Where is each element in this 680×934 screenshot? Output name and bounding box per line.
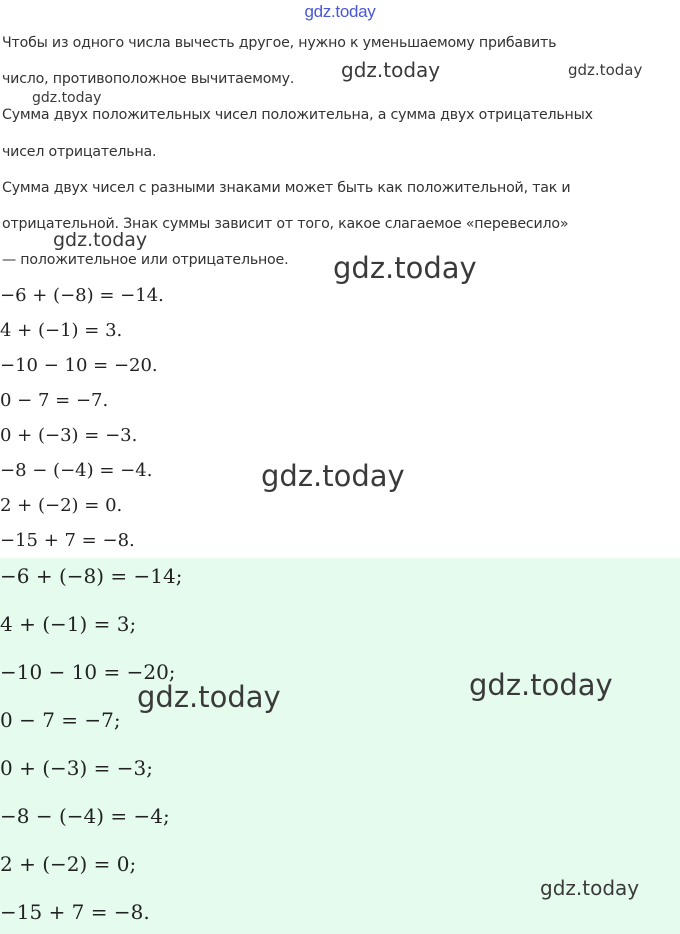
rule-line: число, противоположное вычитаемому. <box>2 71 295 87</box>
watermark: gdz.today <box>540 876 640 900</box>
rule-line: — положительное или отрицательное. <box>2 252 289 268</box>
watermark: gdz.today <box>333 251 477 285</box>
rule-line: Сумма двух чисел с разными знаками может быть как положительной, так и <box>2 180 571 196</box>
watermark: gdz.today <box>53 229 148 251</box>
rule-line: чисел отрицательна. <box>2 144 157 160</box>
rule-line: Чтобы из одного числа вычесть другое, нужно к уменьшаемому прибавить <box>2 35 557 51</box>
watermark: gdz.today <box>32 90 102 106</box>
answer-line: 4 + (−1) = 3; <box>0 612 137 636</box>
answer-line: 0 − 7 = −7; <box>0 708 121 732</box>
header-watermark: gdz.today <box>304 2 376 21</box>
expression-line: −15 + 7 = −8. <box>0 530 135 551</box>
answer-line: −8 − (−4) = −4; <box>0 804 170 828</box>
rule-line: отрицательной. Знак суммы зависит от того, какое слагаемое «перевесило» <box>2 216 569 232</box>
expression-line: 0 + (−3) = −3. <box>0 425 138 446</box>
watermark: gdz.today <box>137 680 281 714</box>
expression-line: 4 + (−1) = 3. <box>0 320 123 341</box>
expression-line: −6 + (−8) = −14. <box>0 285 164 306</box>
expression-line: −8 − (−4) = −4. <box>0 460 153 481</box>
watermark: gdz.today <box>469 668 613 702</box>
watermark: gdz.today <box>261 459 405 493</box>
answer-line: −6 + (−8) = −14; <box>0 564 183 588</box>
answer-line: 0 + (−3) = −3; <box>0 756 153 780</box>
answer-line: 2 + (−2) = 0; <box>0 852 137 876</box>
expression-line: −10 − 10 = −20. <box>0 355 158 376</box>
rule-line: Сумма двух положительных чисел положительна, а сумма двух отрицательных <box>2 107 593 123</box>
answer-line: −10 − 10 = −20; <box>0 660 176 684</box>
expression-line: 0 − 7 = −7. <box>0 390 109 411</box>
watermark: gdz.today <box>568 61 643 79</box>
watermark: gdz.today <box>341 58 441 82</box>
answer-line: −15 + 7 = −8. <box>0 900 150 924</box>
expression-line: 2 + (−2) = 0. <box>0 495 123 516</box>
